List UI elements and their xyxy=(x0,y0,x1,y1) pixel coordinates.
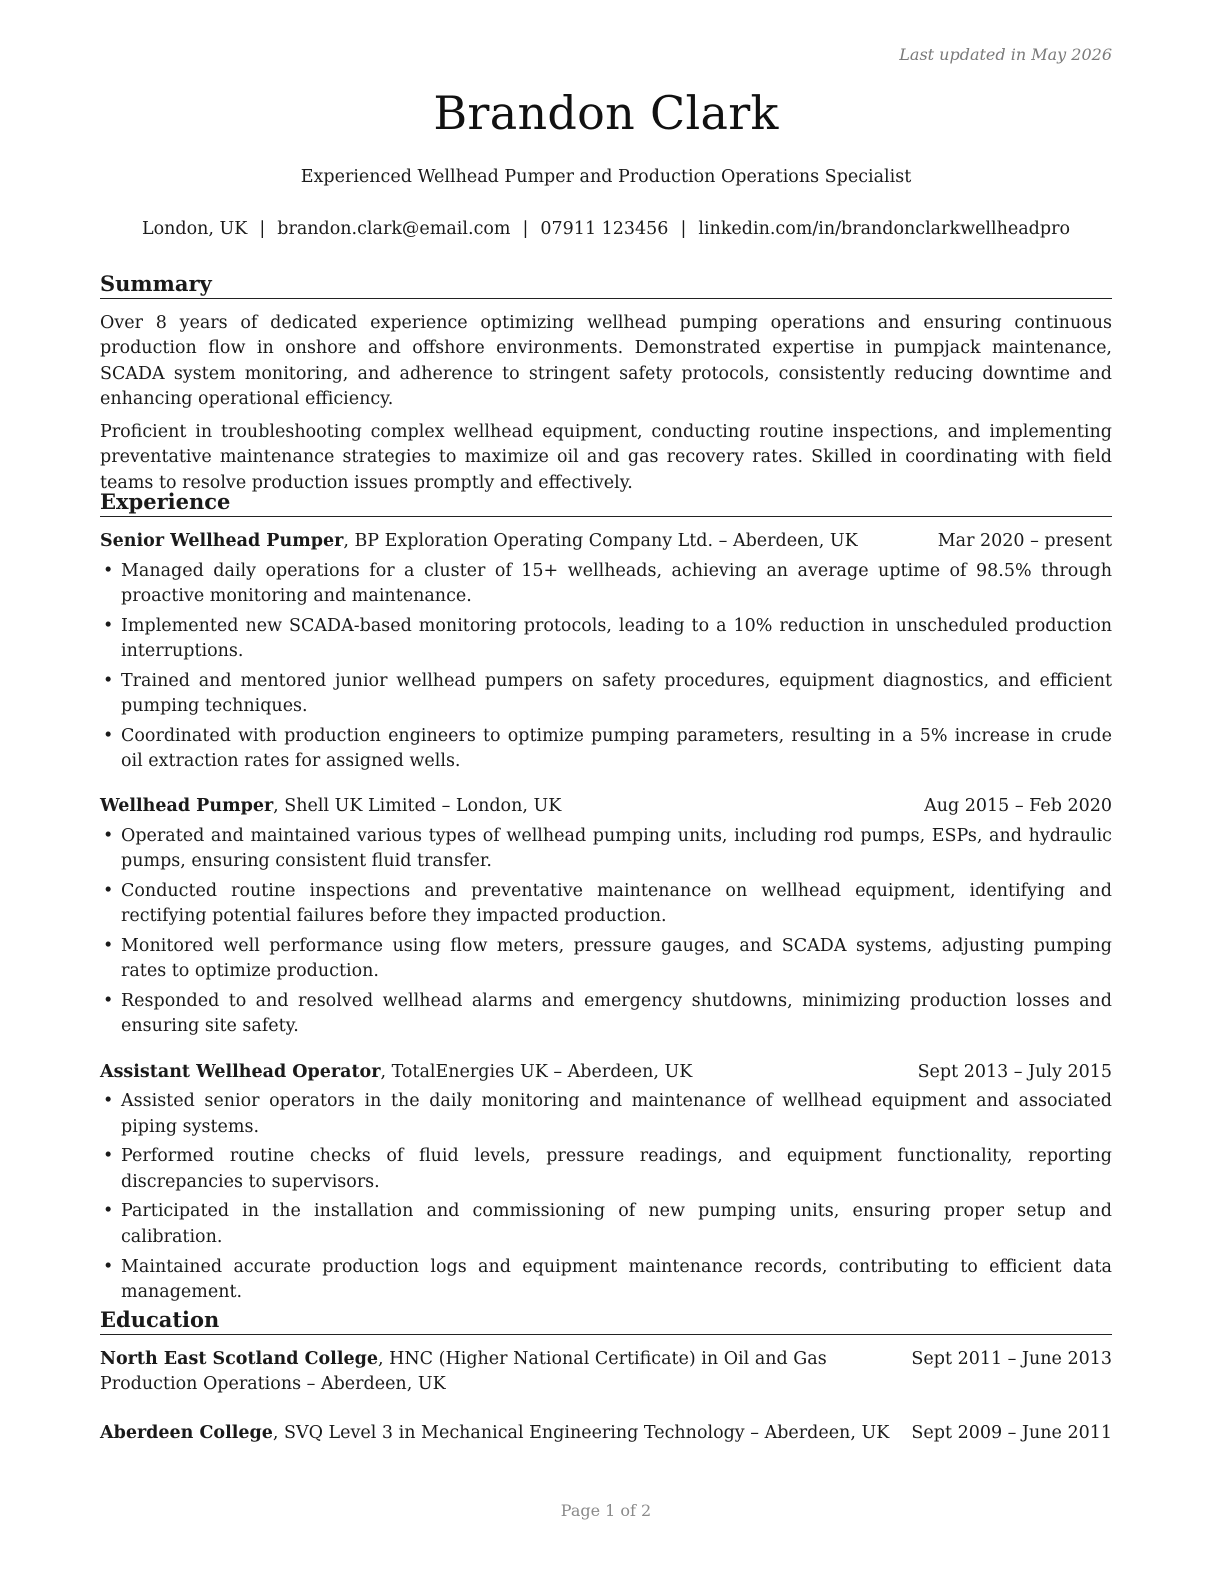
job-org: , Shell UK Limited – London, UK xyxy=(273,796,562,817)
bullet-item: • Trained and mentored junior wellhead pumpers on safety procedures, equipment diagnostics, and efficient pumping techniques. xyxy=(100,669,1112,720)
headline: Experienced Wellhead Pumper and Production Operations Specialist xyxy=(300,167,912,187)
school-detail: , HNC (Higher National Certificate) in Oil and Gas Production Operations – Aberdeen, UK xyxy=(100,1349,827,1395)
contact-separator: | xyxy=(522,219,529,239)
contact-separator: | xyxy=(680,219,687,239)
bullet-item: • Conducted routine inspections and preventative maintenance on wellhead equipment, identifying and rectifying potential failures before they impacted production. xyxy=(100,879,1112,930)
contact-linkedin[interactable]: linkedin.com/in/brandonclarkwellheadpro xyxy=(698,219,1070,239)
bullet-item: • Performed routine checks of fluid levels, pressure readings, and equipment functionality, reporting discrepancies to supervisors. xyxy=(100,1144,1112,1195)
contact-email[interactable]: brandon.clark@email.com xyxy=(277,219,511,239)
bullet-item: • Implemented new SCADA-based monitoring protocols, leading to a 10% reduction in unscheduled production interruptions. xyxy=(100,614,1112,665)
school-name: Aberdeen College xyxy=(100,1422,273,1443)
job-org: , BP Exploration Operating Company Ltd. – Aberdeen, UK xyxy=(343,531,858,551)
job-title: Wellhead Pumper xyxy=(100,796,274,817)
summary-section xyxy=(100,271,1112,496)
education-entry xyxy=(100,1421,1112,1446)
job-header xyxy=(100,529,1112,554)
job-org: , TotalEnergies UK – Aberdeen, UK xyxy=(380,1061,693,1082)
experience-heading: Experience xyxy=(100,489,1112,517)
education-heading: Education xyxy=(100,1307,1112,1335)
job-title: Assistant Wellhead Operator xyxy=(100,1061,381,1082)
job-dates: Aug 2015 – Feb 2020 xyxy=(924,796,1112,817)
experience-section xyxy=(100,489,1112,1305)
bullet-item: • Participated in the installation and commissioning of new pumping units, ensuring proper setup and calibration. xyxy=(100,1199,1112,1250)
education-section xyxy=(100,1307,1112,1446)
summary-paragraph: Over 8 years of dedicated experience optimizing wellhead pumping operations and ensuring continuous production flow in onshore and offshore environments. Demonstrated expertise in pumpjack maintenance, SCADA system monitoring, and adherence to stringent safety protocols, consistently reducing downtime and enhancing operational efficiency. xyxy=(100,313,1112,409)
summary-paragraph: Proficient in troubleshooting complex wellhead equipment, conducting routine inspections, and implementing preventative maintenance strategies to maximize oil and gas recovery rates. Skilled in coordinating with field teams to resolve production issues promptly and effectively. xyxy=(100,422,1112,493)
bullet-item: • Monitored well performance using flow meters, pressure gauges, and SCADA systems, adjusting pumping rates to optimize production. xyxy=(100,934,1112,985)
resume-page xyxy=(100,0,1112,1584)
contact-location: London, UK xyxy=(141,219,248,239)
job-bullets xyxy=(100,559,1112,775)
bullet-item: • Responded to and resolved wellhead alarms and emergency shutdowns, minimizing production losses and ensuring site safety. xyxy=(100,989,1112,1040)
bullet-item: • Coordinated with production engineers to optimize pumping parameters, resulting in a 5% increase in crude oil extraction rates for assigned wells. xyxy=(100,724,1112,775)
job-entry xyxy=(100,1060,1112,1305)
school-detail: , SVQ Level 3 in Mechanical Engineering Technology – Aberdeen, UK xyxy=(272,1422,890,1443)
job-entry xyxy=(100,794,1112,1039)
job-bullets xyxy=(100,824,1112,1040)
job-entry xyxy=(100,529,1112,774)
last-updated: Last updated in May 2026 xyxy=(899,45,1112,64)
job-bullets xyxy=(100,1089,1112,1305)
contact-line xyxy=(60,219,1152,239)
contact-separator: | xyxy=(259,219,266,239)
job-header xyxy=(100,1060,1112,1085)
job-header xyxy=(100,794,1112,819)
candidate-name: Brandon Clark xyxy=(433,86,779,140)
school-name: North East Scotland College xyxy=(100,1349,378,1369)
job-dates: Sept 2013 – July 2015 xyxy=(917,1061,1112,1082)
summary-heading: Summary xyxy=(100,271,1112,299)
bullet-item: • Assisted senior operators in the daily monitoring and maintenance of wellhead equipment and associated piping systems. xyxy=(100,1089,1112,1140)
education-dates: Sept 2011 – June 2013 xyxy=(911,1349,1112,1369)
bullet-item: • Maintained accurate production logs and equipment maintenance records, contributing to efficient data management. xyxy=(100,1255,1112,1306)
contact-phone: 07911 123456 xyxy=(540,219,669,239)
bullet-item: • Managed daily operations for a cluster of 15+ wellheads, achieving an average uptime of 98.5% through proactive monitoring and maintenance. xyxy=(100,559,1112,610)
education-dates: Sept 2009 – June 2011 xyxy=(911,1422,1112,1443)
page-number: Page 1 of 2 xyxy=(560,1501,652,1520)
education-entry xyxy=(100,1347,1112,1398)
bullet-item: • Operated and maintained various types of wellhead pumping units, including rod pumps, ESPs, and hydraulic pumps, ensuring consistent fluid transfer. xyxy=(100,824,1112,875)
job-title: Senior Wellhead Pumper xyxy=(100,531,344,551)
job-dates: Mar 2020 – present xyxy=(937,531,1112,551)
